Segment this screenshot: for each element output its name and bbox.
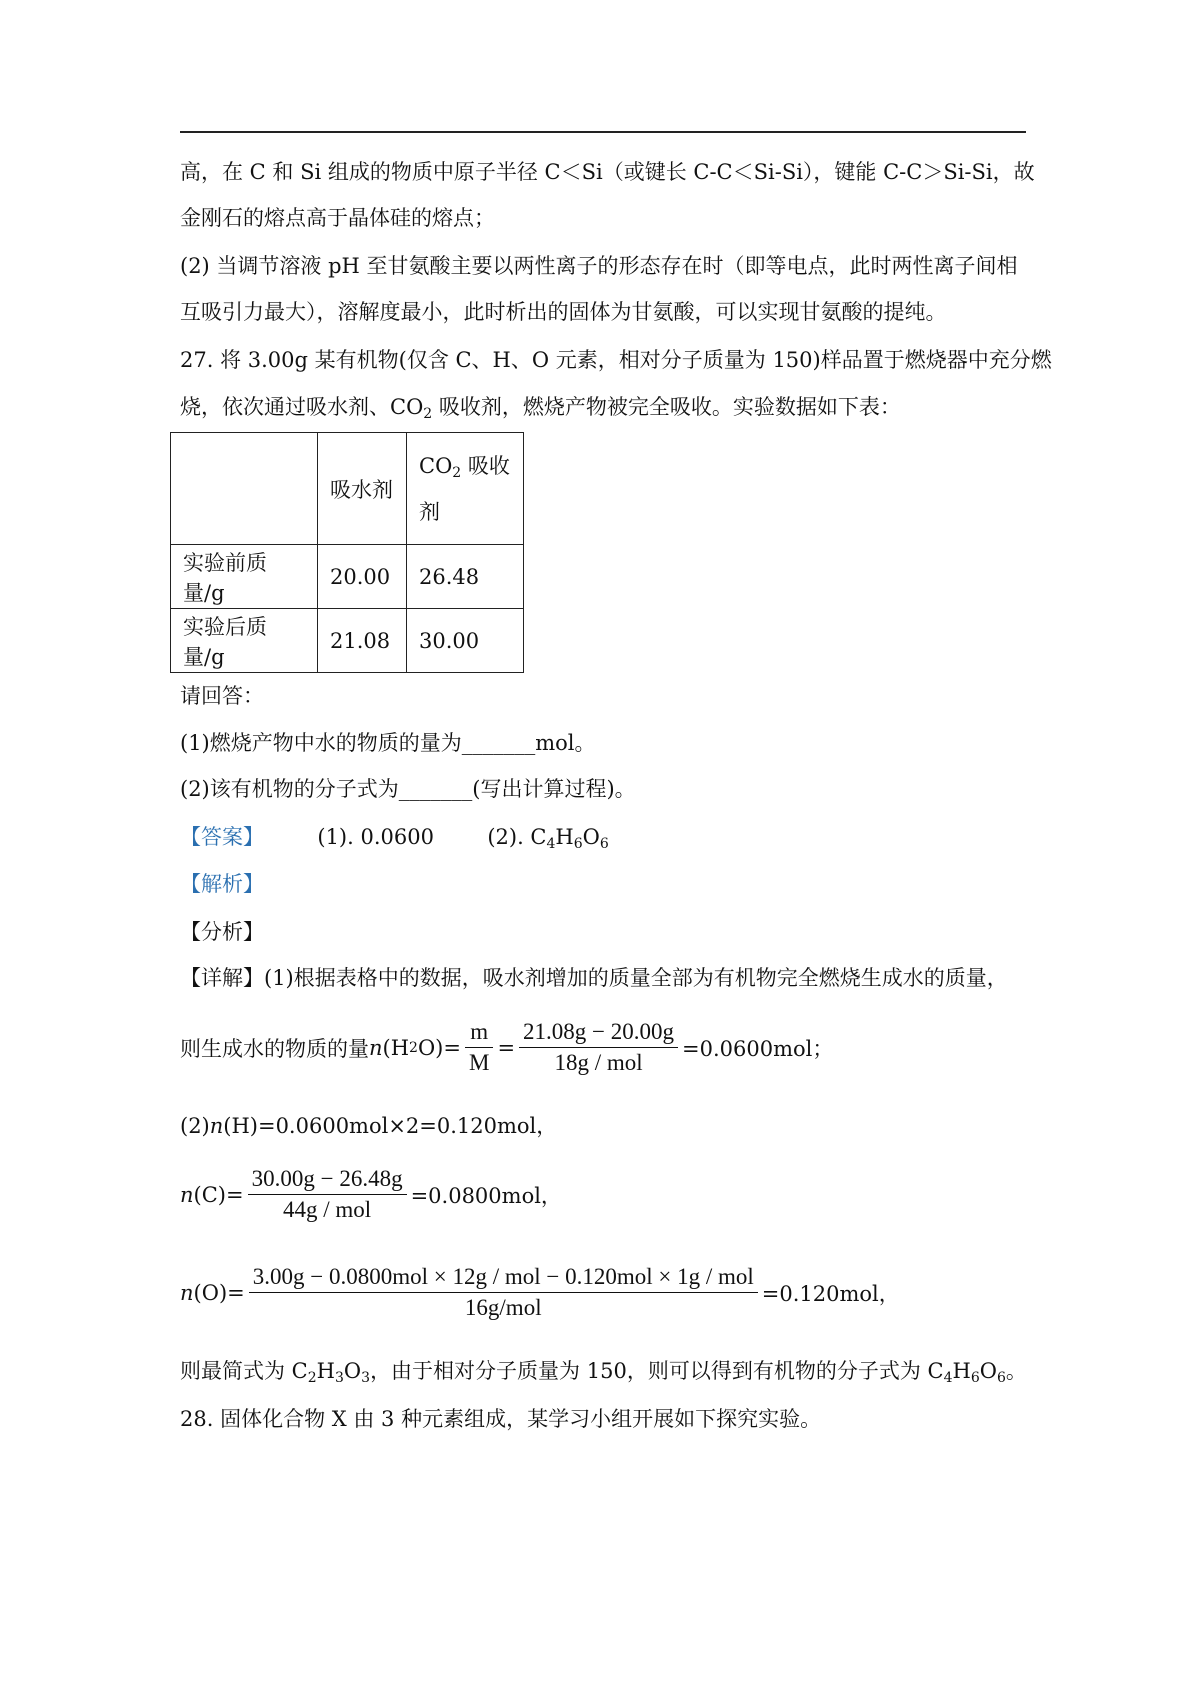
table-row-label: 实验后质量/g [171, 609, 318, 673]
table-header-co2: $CO_2$ 吸收 剂 [407, 433, 524, 545]
p26-line-3: (2) 当调节溶液 pH 至甘氨酸主要以两性离子的形态存在时（即等电点，此时两性离子间相 [180, 254, 1018, 278]
table-row [171, 545, 524, 609]
table-row [171, 609, 524, 673]
q27-line-1: 27. 将 3.00g 某有机物(仅含 C、H、O 元素，相对分子质量为 150)样品置于燃烧器中充分燃 [180, 348, 1052, 372]
table-cell: 21.08 [318, 609, 407, 673]
hydrogen-line: (2)n(H)=0.0600mol×2=0.120mol， [180, 1114, 558, 1138]
analysis-tag: 【解析】 [180, 872, 264, 896]
oxygen-formula: n (O)= $\frac{\text{3.00g − 0.0800mol × 12g / mol − 0.120mol × 1g / mol}}{\text{16g/mol}}$ =0.120mol， [180, 1262, 900, 1323]
table-row-label: 实验前质量/g [171, 545, 318, 609]
oxygen-fraction: $\frac{\text{3.00g − 0.0800mol × 12g / mol − 0.120mol × 1g / mol}}{\text{16g/mol}}$ [249, 1262, 758, 1323]
table-header-row [171, 433, 524, 545]
table-cell: 30.00 [407, 609, 524, 673]
answer-1: (1). 0.0600 [317, 825, 434, 849]
table-cell: 20.00 [318, 545, 407, 609]
carbon-formula: n (C)= $\frac{30.00g - 26.48g}{\text{44g / mol}}$ =0.0800mol， [180, 1164, 562, 1225]
mass-table [170, 432, 524, 673]
answer-2: (2). $C_4H_6O_6$ [487, 825, 609, 852]
final-line: 则最简式为 $C_2H_3O_3$，由于相对分子质量为 150，则可以得到有机物的分子式为 $C_4H_6O_6$。 [180, 1359, 1027, 1386]
header-rule [180, 131, 1026, 133]
table-corner-cell [171, 433, 318, 545]
p26-line-1: 高，在 C 和 Si 组成的物质中原子半径 C＜Si（或键长 C-C＜Si-Si），键能 C-C＞Si-Si，故 [180, 160, 1035, 184]
table-cell: 26.48 [407, 545, 524, 609]
answer-prompt: 请回答： [180, 684, 264, 708]
q27-line-2: 烧，依次通过吸水剂、$CO_2$ 吸收剂，燃烧产物被完全吸收。实验数据如下表： [180, 395, 901, 422]
question-2: (2)该有机物的分子式为_______(写出计算过程)。 [180, 777, 636, 801]
q28-line: 28. 固体化合物 X 由 3 种元素组成，某学习小组开展如下探究实验。 [180, 1407, 822, 1431]
detail-line: 【详解】(1)根据表格中的数据，吸水剂增加的质量全部为有机物完全燃烧生成水的质量， [180, 966, 1008, 990]
answer-tag: 【答案】 [180, 825, 264, 849]
answer-line [180, 822, 609, 852]
water-formula: 则生成水的物质的量 n (H 2 O)= $\frac{m}{M}$ = $\frac{21.08g - 20.00g}{\text{18g / mol}}$ =0.0600mol； [180, 1017, 833, 1078]
molar-fraction: $\frac{m}{M}$ [465, 1017, 493, 1078]
carbon-fraction: $\frac{30.00g - 26.48g}{\text{44g / mol}}$ [248, 1164, 407, 1225]
analysis-subtag: 【分析】 [180, 920, 264, 944]
p26-line-4: 互吸引力最大），溶解度最小，此时析出的固体为甘氨酸，可以实现甘氨酸的提纯。 [180, 300, 947, 324]
question-1: (1)燃烧产物中水的物质的量为_______mol。 [180, 731, 596, 755]
water-fraction: $\frac{21.08g - 20.00g}{\text{18g / mol}}$ [519, 1017, 678, 1078]
p26-line-2: 金刚石的熔点高于晶体硅的熔点； [180, 206, 495, 230]
table-header-absorber: 吸水剂 [318, 433, 407, 545]
